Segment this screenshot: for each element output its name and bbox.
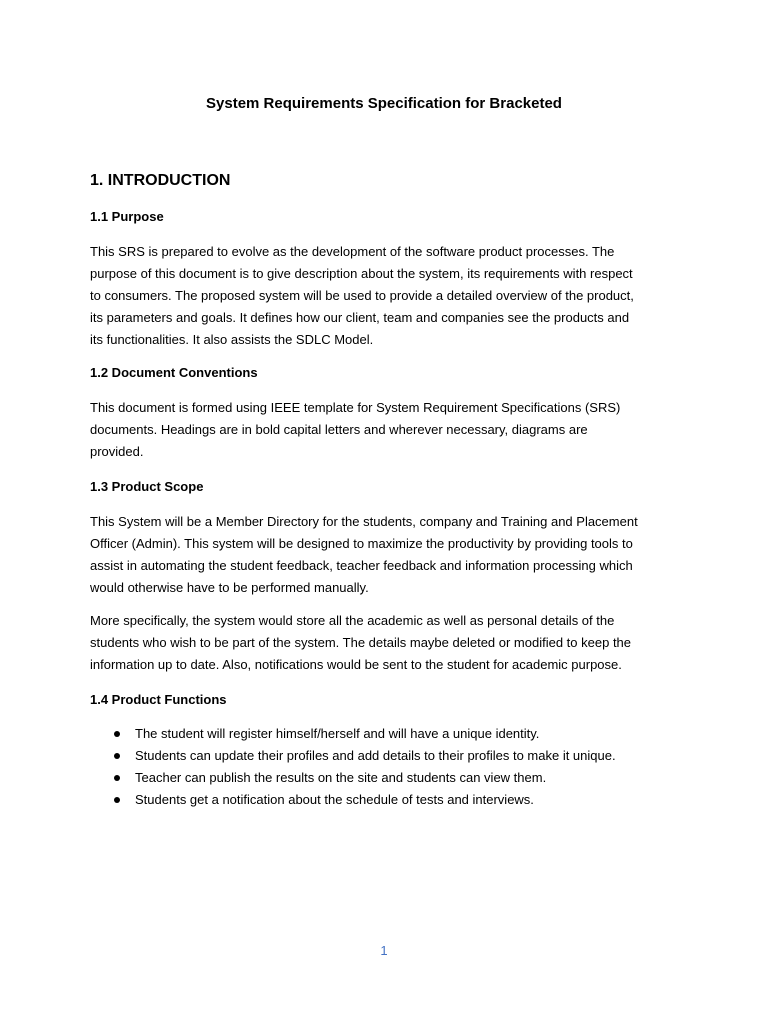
heading-purpose: 1.1 Purpose bbox=[90, 209, 164, 224]
paragraph-line: More specifically, the system would store all the academic as well as personal details of the bbox=[90, 613, 615, 628]
list-item bbox=[90, 723, 690, 745]
list-item-text: Students get a notification about the schedule of tests and interviews. bbox=[135, 792, 534, 807]
paragraph-line: would otherwise have to be performed manually. bbox=[90, 580, 369, 595]
list-item bbox=[90, 789, 690, 811]
heading-product-functions: 1.4 Product Functions bbox=[90, 692, 227, 707]
section-heading-introduction: 1. INTRODUCTION bbox=[90, 172, 231, 189]
bullet-icon bbox=[114, 753, 120, 759]
paragraph-purpose bbox=[90, 241, 690, 351]
paragraph-line: provided. bbox=[90, 444, 144, 459]
page-number: 1 bbox=[380, 943, 388, 958]
paragraph-line: This SRS is prepared to evolve as the development of the software product processes. The bbox=[90, 244, 615, 259]
paragraph-line: its parameters and goals. It defines how our client, team and companies see the products and bbox=[90, 310, 630, 325]
bullet-icon bbox=[114, 797, 120, 803]
paragraph-line: This document is formed using IEEE template for System Requirement Specifications (SRS) bbox=[90, 400, 621, 415]
paragraph-line: students who wish to be part of the system. The details maybe deleted or modified to keep the bbox=[90, 635, 632, 650]
document-title: System Requirements Specification for Bracketed bbox=[206, 95, 562, 112]
paragraph-line: information up to date. Also, notifications would be sent to the student for academic purpose. bbox=[90, 657, 622, 672]
list-item bbox=[90, 767, 690, 789]
list-item-text: The student will register himself/herself and will have a unique identity. bbox=[135, 726, 540, 741]
paragraph-document-conventions bbox=[90, 397, 690, 463]
heading-document-conventions: 1.2 Document Conventions bbox=[90, 365, 258, 380]
paragraph-line: This System will be a Member Directory for the students, company and Training and Placement bbox=[90, 514, 638, 529]
paragraph-product-scope-1 bbox=[90, 511, 690, 599]
paragraph-line: purpose of this document is to give description about the system, its requirements with respect bbox=[90, 266, 633, 281]
paragraph-line: Officer (Admin). This system will be designed to maximize the productivity by providing tools to bbox=[90, 536, 633, 551]
product-functions-list bbox=[90, 723, 690, 811]
paragraph-line: documents. Headings are in bold capital letters and wherever necessary, diagrams are bbox=[90, 422, 588, 437]
paragraph-line: its functionalities. It also assists the SDLC Model. bbox=[90, 332, 374, 347]
list-item bbox=[90, 745, 690, 767]
list-item-text: Teacher can publish the results on the site and students can view them. bbox=[135, 770, 547, 785]
bullet-icon bbox=[114, 731, 120, 737]
paragraph-line: to consumers. The proposed system will be used to provide a detailed overview of the product, bbox=[90, 288, 634, 303]
list-item-text: Students can update their profiles and add details to their profiles to make it unique. bbox=[135, 748, 616, 763]
paragraph-product-scope-2 bbox=[90, 610, 690, 676]
bullet-icon bbox=[114, 775, 120, 781]
paragraph-line: assist in automating the student feedback, teacher feedback and information processing which bbox=[90, 558, 633, 573]
heading-product-scope: 1.3 Product Scope bbox=[90, 479, 204, 494]
